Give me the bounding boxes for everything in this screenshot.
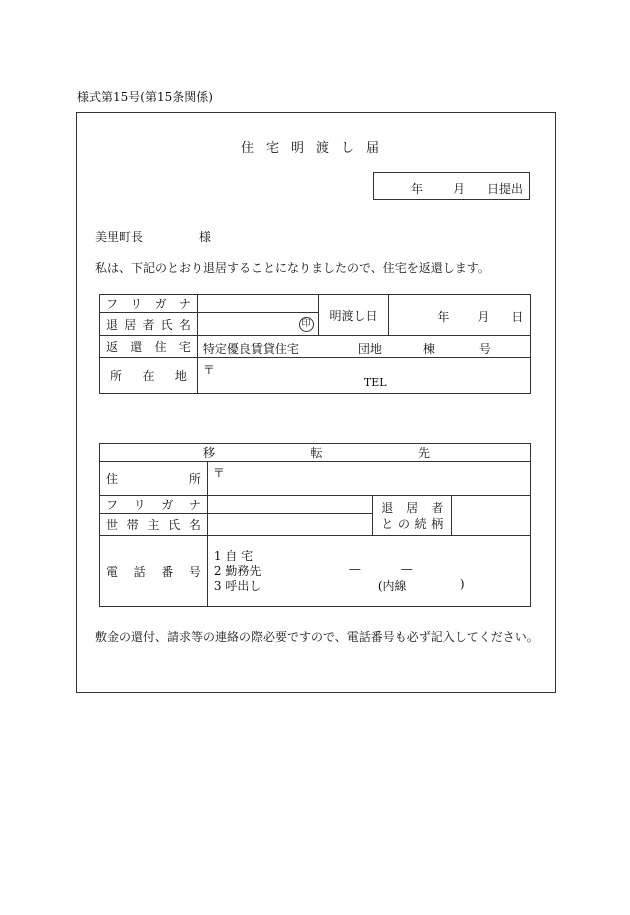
phone-work-dash-1: — — [348, 561, 361, 576]
handover-date-label: 明渡し日 — [318, 295, 389, 336]
phone-home-label: 1 自 宅 — [213, 548, 254, 563]
phone-call-label: 3 呼出し — [213, 578, 262, 593]
head-name-input[interactable] — [207, 514, 372, 536]
submission-date-box[interactable] — [373, 172, 530, 200]
resident-name-input[interactable] — [197, 313, 318, 336]
date-month-label: 月 — [453, 182, 466, 196]
relocation-address-input[interactable] — [207, 462, 530, 496]
date-year-label: 年 — [411, 182, 424, 196]
phone-work-dash-2: — — [400, 561, 413, 576]
addressee-honorific: 様 — [199, 230, 212, 244]
form-title: 住宅明渡し届 — [240, 141, 391, 156]
addressee-name: 美里町長 — [95, 230, 144, 244]
relocation-postal-mark: 〒 — [212, 465, 225, 480]
location-postal-mark: 〒 — [202, 362, 215, 377]
furigana-input[interactable] — [197, 295, 318, 313]
phone-work-label: 2 勤務先 — [213, 563, 262, 578]
relocation-furigana-label: フ リ ガ ナ — [100, 496, 208, 514]
resident-table — [99, 294, 531, 394]
relocation-address-label: 住 所 — [100, 462, 208, 496]
phone-input[interactable] — [207, 536, 530, 607]
location-label: 所 在 地 — [100, 358, 198, 394]
danchi-label: 団地 — [357, 341, 382, 356]
statement-text: 私は、下記のとおり退居することになりましたので、住宅を返還します。 — [95, 261, 490, 275]
footer-note: 敷金の還付、請求等の連絡の際必要ですので、電話番号も必ず記入してください。 — [95, 630, 539, 644]
relocation-furigana-input[interactable] — [207, 496, 372, 514]
head-name-label: 世 帯 主 氏 名 — [100, 514, 208, 536]
tel-label: TEL — [363, 375, 387, 389]
date-day-submit-label: 日提出 — [487, 182, 524, 196]
returned-housing-label: 返 還 住 宅 — [100, 336, 198, 358]
relation-label: 退 居 者 と の 続 柄 — [373, 496, 452, 536]
location-input[interactable] — [197, 358, 530, 394]
extension-close: ) — [459, 576, 465, 591]
relocation-table — [99, 443, 531, 607]
resident-name-label: 退 居 者 氏 名 — [100, 313, 198, 336]
relation-input[interactable] — [452, 496, 531, 536]
form-number-label: 様式第15号(第15条関係) — [77, 90, 213, 104]
relocation-header: 移 転 先 — [100, 444, 531, 462]
furigana-label: フ リ ガ ナ — [100, 295, 198, 313]
building-label: 棟 — [422, 341, 435, 356]
housing-type: 特定優良賃貸住宅 — [202, 341, 299, 356]
number-label: 号 — [478, 341, 491, 356]
phone-label: 電 話 番 号 — [100, 536, 208, 607]
seal-icon: 印 — [299, 317, 314, 332]
handover-date-input[interactable]: 年 月 日 — [389, 295, 531, 336]
returned-housing-input[interactable] — [197, 336, 530, 358]
extension-label: (内線 — [377, 578, 407, 593]
